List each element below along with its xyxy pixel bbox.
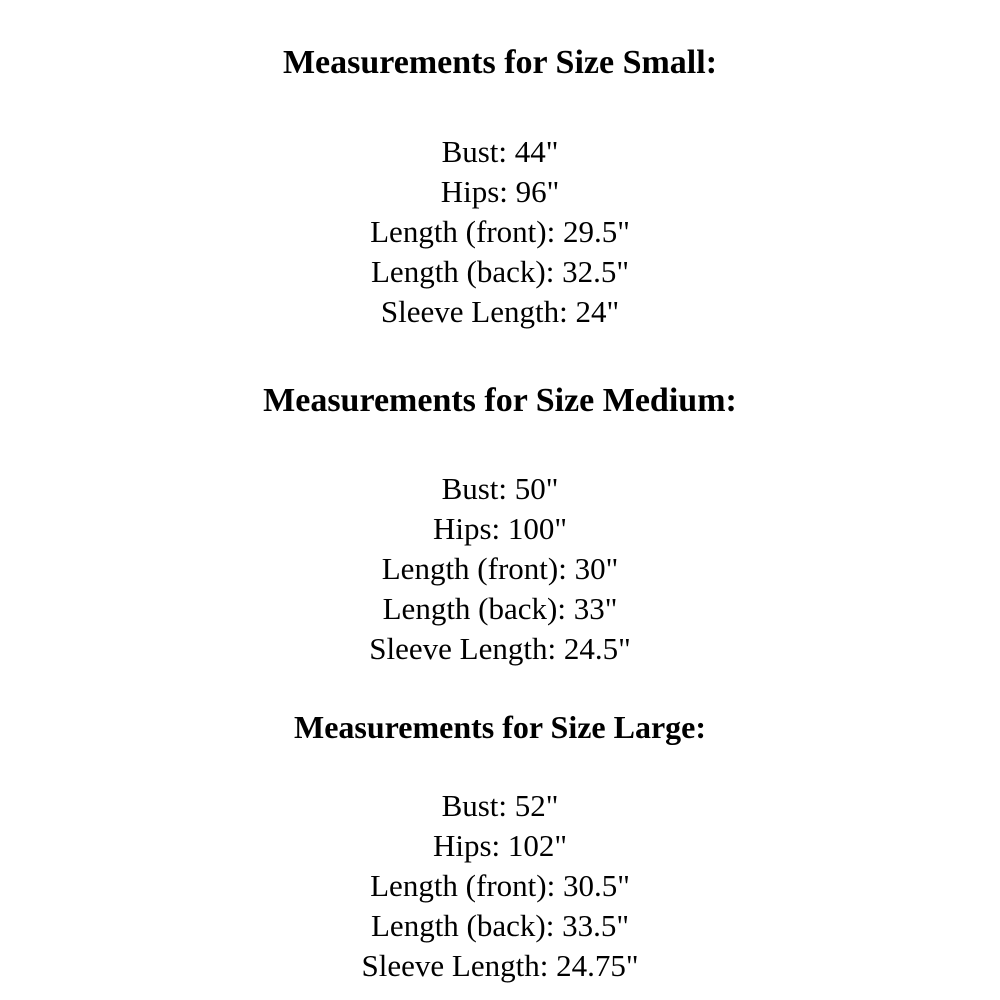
measurement-line: Length (back): 33.5"	[371, 908, 629, 943]
measurement-line: Length (front): 30.5"	[370, 868, 630, 903]
measurement-line: Sleeve Length: 24.75"	[361, 948, 639, 983]
measurement-line: Length (back): 32.5"	[371, 254, 629, 289]
size-medium-heading: Measurements for Size Medium:	[263, 382, 737, 419]
measurement-line: Hips: 100"	[432, 511, 568, 546]
measurement-line: Bust: 52"	[441, 788, 559, 823]
measurement-line: Sleeve Length: 24"	[380, 294, 620, 329]
measurement-line: Length (front): 29.5"	[370, 214, 630, 249]
measurement-line: Bust: 50"	[441, 471, 559, 506]
measurement-line: Hips: 102"	[432, 828, 568, 863]
measurement-line: Hips: 96"	[440, 174, 560, 209]
measurement-line: Sleeve Length: 24.5"	[369, 631, 631, 666]
measurement-line: Bust: 44"	[441, 134, 559, 169]
measurement-line: Length (front): 30"	[381, 551, 619, 586]
size-small-heading: Measurements for Size Small:	[282, 44, 718, 81]
measurement-line: Length (back): 33"	[382, 591, 618, 626]
size-small-measurements	[0, 132, 1000, 332]
size-large-measurements	[0, 786, 1000, 986]
size-large-heading: Measurements for Size Large:	[293, 709, 707, 745]
size-medium-measurements	[0, 469, 1000, 669]
